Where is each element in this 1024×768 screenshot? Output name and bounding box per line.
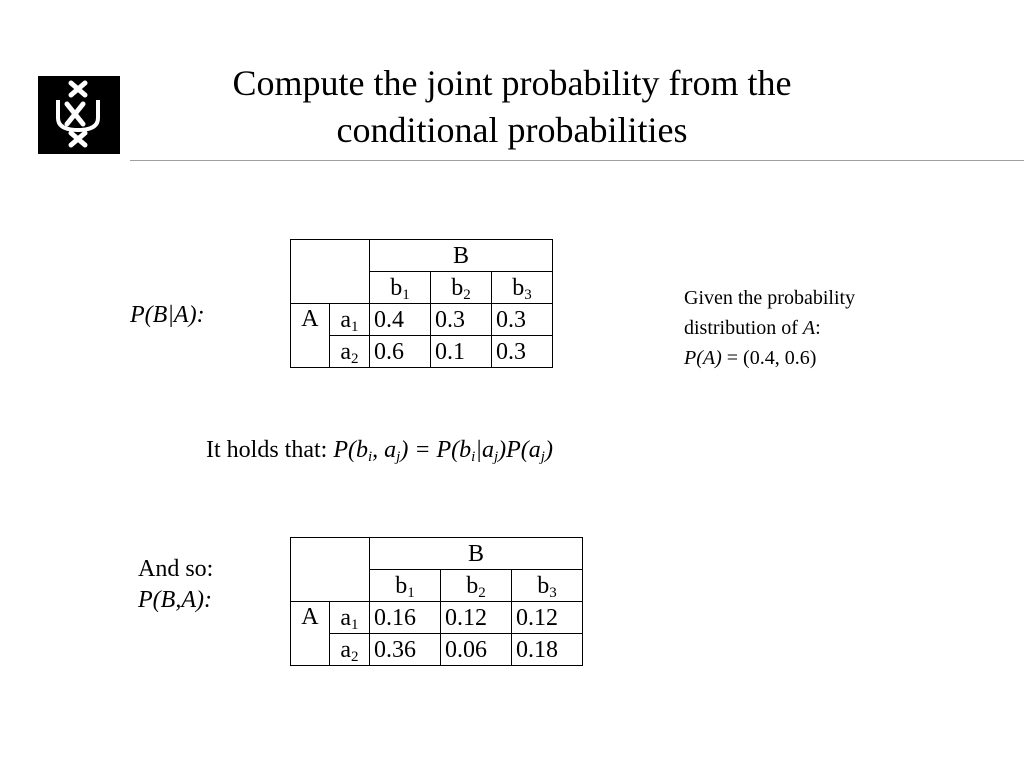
row-group-header: A bbox=[291, 602, 330, 666]
note-line-3: P(A) = (0.4, 0.6) bbox=[684, 347, 817, 369]
table-header-row bbox=[291, 538, 583, 570]
row-header: $a_1$ bbox=[329, 602, 369, 634]
conditional-table bbox=[290, 239, 553, 368]
row-header: $a_1$ bbox=[329, 304, 369, 336]
note-line-2: distribution of A: bbox=[684, 317, 821, 339]
title-line-1: Compute the joint probability from the bbox=[232, 63, 792, 103]
title-divider bbox=[130, 160, 1024, 161]
table-cell: 0.36 bbox=[370, 634, 441, 666]
table-cell: 0.12 bbox=[441, 602, 512, 634]
table-cell: 0.3 bbox=[492, 336, 553, 368]
row-group-header: A bbox=[291, 304, 330, 368]
joint-label-line-1: And so: bbox=[138, 556, 214, 582]
row-header: $a_2$ bbox=[329, 336, 369, 368]
column-group-header: B bbox=[370, 538, 583, 570]
joint-table bbox=[290, 537, 583, 666]
slide-title bbox=[130, 60, 894, 154]
joint-label bbox=[138, 554, 213, 616]
table-cell: 0.3 bbox=[492, 304, 553, 336]
note-line-1: Given the probability bbox=[684, 287, 856, 309]
table-row bbox=[291, 634, 583, 666]
column-header: $b_1$ bbox=[370, 570, 441, 602]
column-header: $b_1$ bbox=[370, 272, 431, 304]
table-cell: 0.6 bbox=[370, 336, 431, 368]
table-row bbox=[291, 602, 583, 634]
table-cell: 0.4 bbox=[370, 304, 431, 336]
crest-icon bbox=[38, 76, 120, 154]
table-row bbox=[291, 304, 553, 336]
table-cell: 0.06 bbox=[441, 634, 512, 666]
conditional-label: P(B|A): bbox=[130, 302, 205, 328]
column-header: $b_3$ bbox=[492, 272, 553, 304]
table-cell: 0.18 bbox=[512, 634, 583, 666]
university-logo bbox=[38, 76, 120, 154]
table-cell: 0.3 bbox=[431, 304, 492, 336]
table-cell: 0.1 bbox=[431, 336, 492, 368]
empty-corner-cell bbox=[291, 538, 370, 602]
column-group-header: B bbox=[370, 240, 553, 272]
given-distribution-note bbox=[684, 283, 855, 373]
row-header: $a_2$ bbox=[329, 634, 369, 666]
joint-label-line-2: P(B,A): bbox=[138, 587, 212, 613]
table-cell: 0.16 bbox=[370, 602, 441, 634]
column-header: $b_2$ bbox=[441, 570, 512, 602]
empty-corner-cell bbox=[291, 240, 370, 304]
product-rule-formula: It holds that: $P(b_i$, $a_j) = P(b_i|a_j)P(a_j)$ bbox=[206, 437, 553, 465]
column-header: $b_3$ bbox=[512, 570, 583, 602]
column-header: $b_2$ bbox=[431, 272, 492, 304]
table-cell: 0.12 bbox=[512, 602, 583, 634]
table-row bbox=[291, 336, 553, 368]
title-line-2: conditional probabilities bbox=[336, 110, 688, 150]
table-header-row bbox=[291, 240, 553, 272]
